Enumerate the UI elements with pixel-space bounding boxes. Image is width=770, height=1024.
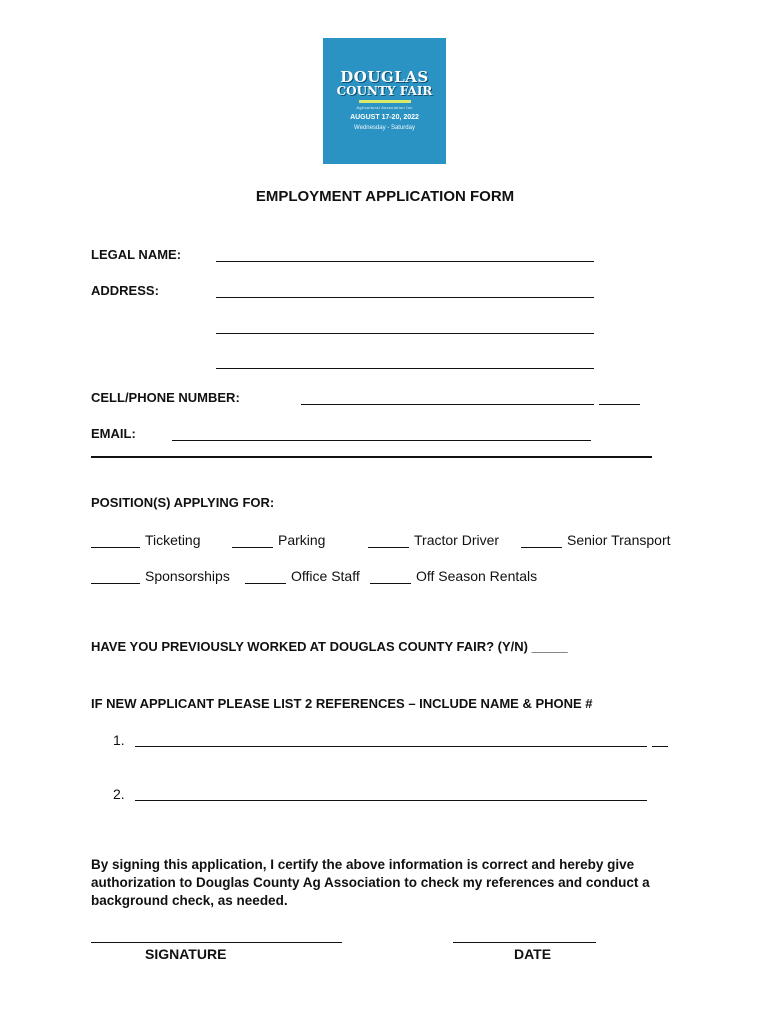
date-field[interactable]	[453, 942, 596, 943]
reference-1-extra[interactable]	[652, 746, 668, 747]
position-tractor-driver: Tractor Driver	[414, 532, 500, 548]
parking-blank[interactable]	[232, 547, 273, 548]
legal-name-field[interactable]	[216, 261, 594, 262]
signature-field[interactable]	[91, 942, 342, 943]
references-label: IF NEW APPLICANT PLEASE LIST 2 REFERENCES – INCLUDE NAME & PHONE #	[91, 696, 593, 711]
date-label: DATE	[514, 946, 552, 962]
logo-tagline: Agricultural Association Inc	[356, 105, 413, 110]
position-senior-transport: Senior Transport	[567, 532, 671, 548]
address-field-line-2[interactable]	[216, 333, 594, 334]
tractor-driver-blank[interactable]	[368, 547, 409, 548]
address-field-line-1[interactable]	[216, 297, 594, 298]
logo-ribbon	[359, 100, 411, 103]
off-season-rentals-blank[interactable]	[370, 583, 411, 584]
reference-2-number: 2.	[113, 786, 125, 802]
certification-statement: By signing this application, I certify the above information is correct and hereby give authorization to Douglas County Ag Association to check my references and conduct a background check, as needed.	[91, 857, 650, 908]
section-divider	[91, 456, 652, 458]
email-label: EMAIL:	[91, 426, 136, 441]
office-staff-blank[interactable]	[245, 583, 286, 584]
logo-line-1: DOUGLAS	[340, 68, 429, 86]
senior-transport-blank[interactable]	[521, 547, 562, 548]
phone-field[interactable]	[301, 404, 594, 405]
signature-label: SIGNATURE	[145, 946, 227, 962]
reference-1-number: 1.	[113, 732, 125, 748]
phone-field-extension[interactable]	[599, 404, 640, 405]
position-office-staff: Office Staff	[291, 568, 360, 584]
reference-1-field[interactable]	[135, 746, 647, 747]
address-label: ADDRESS:	[91, 283, 159, 298]
form-title: EMPLOYMENT APPLICATION FORM	[255, 188, 515, 205]
douglas-county-fair-logo	[323, 38, 446, 164]
position-off-season-rentals: Off Season Rentals	[416, 568, 538, 584]
position-ticketing: Ticketing	[145, 532, 201, 548]
logo-dates: AUGUST 17-20, 2022	[350, 114, 419, 121]
ticketing-blank[interactable]	[91, 547, 140, 548]
legal-name-label: LEGAL NAME:	[91, 247, 182, 262]
logo-days: Wednesday - Saturday	[354, 125, 415, 131]
position-sponsorships: Sponsorships	[145, 568, 230, 584]
position-parking: Parking	[278, 532, 326, 548]
sponsorships-blank[interactable]	[91, 583, 140, 584]
address-field-line-3[interactable]	[216, 368, 594, 369]
previously-worked-question: HAVE YOU PREVIOUSLY WORKED AT DOUGLAS COUNTY FAIR? (Y/N) _____	[91, 639, 568, 654]
reference-2-field[interactable]	[135, 800, 647, 801]
logo-line-2: COUNTY FAIR	[336, 84, 433, 98]
email-field[interactable]	[172, 440, 591, 441]
phone-label: CELL/PHONE NUMBER:	[91, 390, 240, 405]
positions-label: POSITION(S) APPLYING FOR:	[91, 495, 275, 510]
